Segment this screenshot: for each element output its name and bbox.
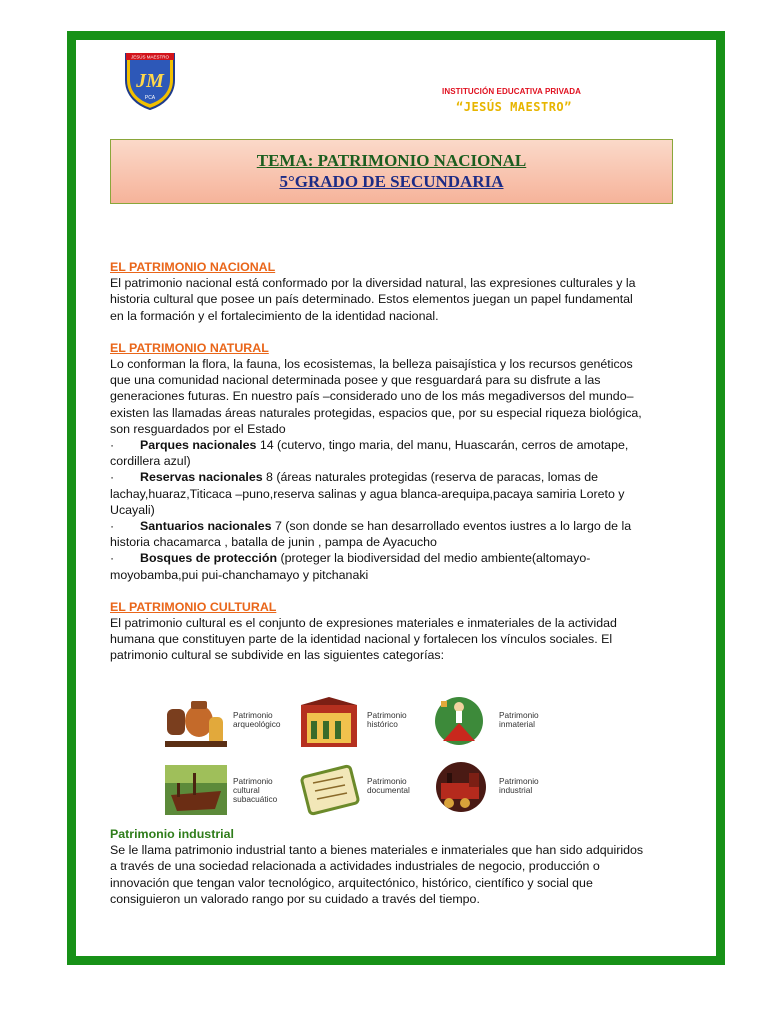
list-item: · Reservas nacionales 8 (áreas naturales protegidas (reserva de paracas, lomas de lachay,huaraz,Titicaca –puno,reserva salinas y agua blanca-arequipa,pacaya samiria Loreto y Ucayali) (110, 470, 625, 517)
paragraph-patrimonio-industrial: Se le llama patrimonio industrial tanto a bienes materiales e inmateriales que han sido adquiridos a través de una sociedad relacionada a actividades industriales de negocio, producción o innovación que tengan valor tecnológico, arquitectónico, histórico, científico y social que consiguieron un valorado rango por su cuidado a través del tiempo. (110, 843, 644, 906)
category-arqueologico: Patrimonio arqueológico (163, 695, 293, 751)
pottery-icon (163, 695, 229, 751)
page-title: TEMA: PATRIMONIO NACIONAL (256, 151, 527, 170)
building-icon (297, 695, 363, 751)
school-name: “JESÚS MAESTRO” (456, 100, 572, 114)
category-industrial: Patrimonio industrial (429, 761, 559, 817)
locomotive-icon (429, 761, 495, 817)
scroll-icon (297, 761, 363, 817)
svg-text:PCA: PCA (144, 95, 156, 101)
page-subtitle: 5°GRADO DE SECUNDARIA (279, 172, 504, 191)
list-item: · Bosques de protección (proteger la biodiversidad del medio ambiente(altomayo-moyobamba,pui pui-chanchamayo y pitchanaki (110, 551, 591, 582)
svg-text:JM: JM (136, 70, 164, 92)
list-item: · Parques nacionales 14 (cutervo, tingo maria, del manu, Huascarán, cerros de amotape, cordillera azul) (110, 438, 629, 469)
category-historico: Patrimonio histórico (297, 695, 427, 751)
heading-patrimonio-nacional: EL PATRIMONIO NACIONAL (110, 260, 276, 274)
industrial-section (110, 826, 650, 907)
heading-patrimonio-industrial: Patrimonio industrial (110, 827, 234, 841)
category-subacuatico: Patrimonio cultural subacuático (163, 761, 293, 817)
heading-patrimonio-cultural: EL PATRIMONIO CULTURAL (110, 599, 277, 614)
heading-patrimonio-natural: EL PATRIMONIO NATURAL (110, 340, 269, 355)
shipwreck-icon (163, 761, 229, 817)
svg-text:JESÚS MAESTRO: JESÚS MAESTRO (130, 54, 170, 60)
paragraph-patrimonio-nacional: El patrimonio nacional está conformado por la diversidad natural, las expresiones culturales y la historia cultural que posee un país determinado. Estos elementos juegan un papel fundamental en la formación y el fortalecimiento de la identidad nacional. (110, 276, 636, 323)
category-documental: Patrimonio documental (297, 761, 427, 817)
title-box (110, 139, 673, 204)
school-shield-logo (124, 50, 176, 110)
category-inmaterial: Patrimonio inmaterial (429, 695, 559, 751)
school-type: INSTITUCIÓN EDUCATIVA PRIVADA (442, 87, 582, 96)
cultural-categories-grid (163, 695, 543, 817)
list-item: · Santuarios nacionales 7 (son donde se han desarrollado eventos iustres a lo largo de la historia chacamarca , batalla de junin , pampa de Ayacucho (110, 519, 632, 550)
document-body (110, 259, 650, 664)
dancer-icon (429, 695, 495, 751)
paragraph-patrimonio-cultural: El patrimonio cultural es el conjunto de expresiones materiales e inmateriales de la actividad humana que constituyen parte de la identidad nacional y fortalecen los vínculos sociales. El patrimonio cultural se subdivide en las siguientes categorías: (110, 616, 617, 663)
paragraph-patrimonio-natural: Lo conforman la flora, la fauna, los ecosistemas, la belleza paisajística y los recursos genéticos que una comunidad nacional determinada posee y que resguardará para su disfrute a las generaciones futuras. En nuestro país –considerado uno de los más megadiversos del mundo– existen las llamadas áreas naturales protegidas, espacios que, por su especial riqueza biológica, son resguardados por el Estado (110, 357, 642, 436)
